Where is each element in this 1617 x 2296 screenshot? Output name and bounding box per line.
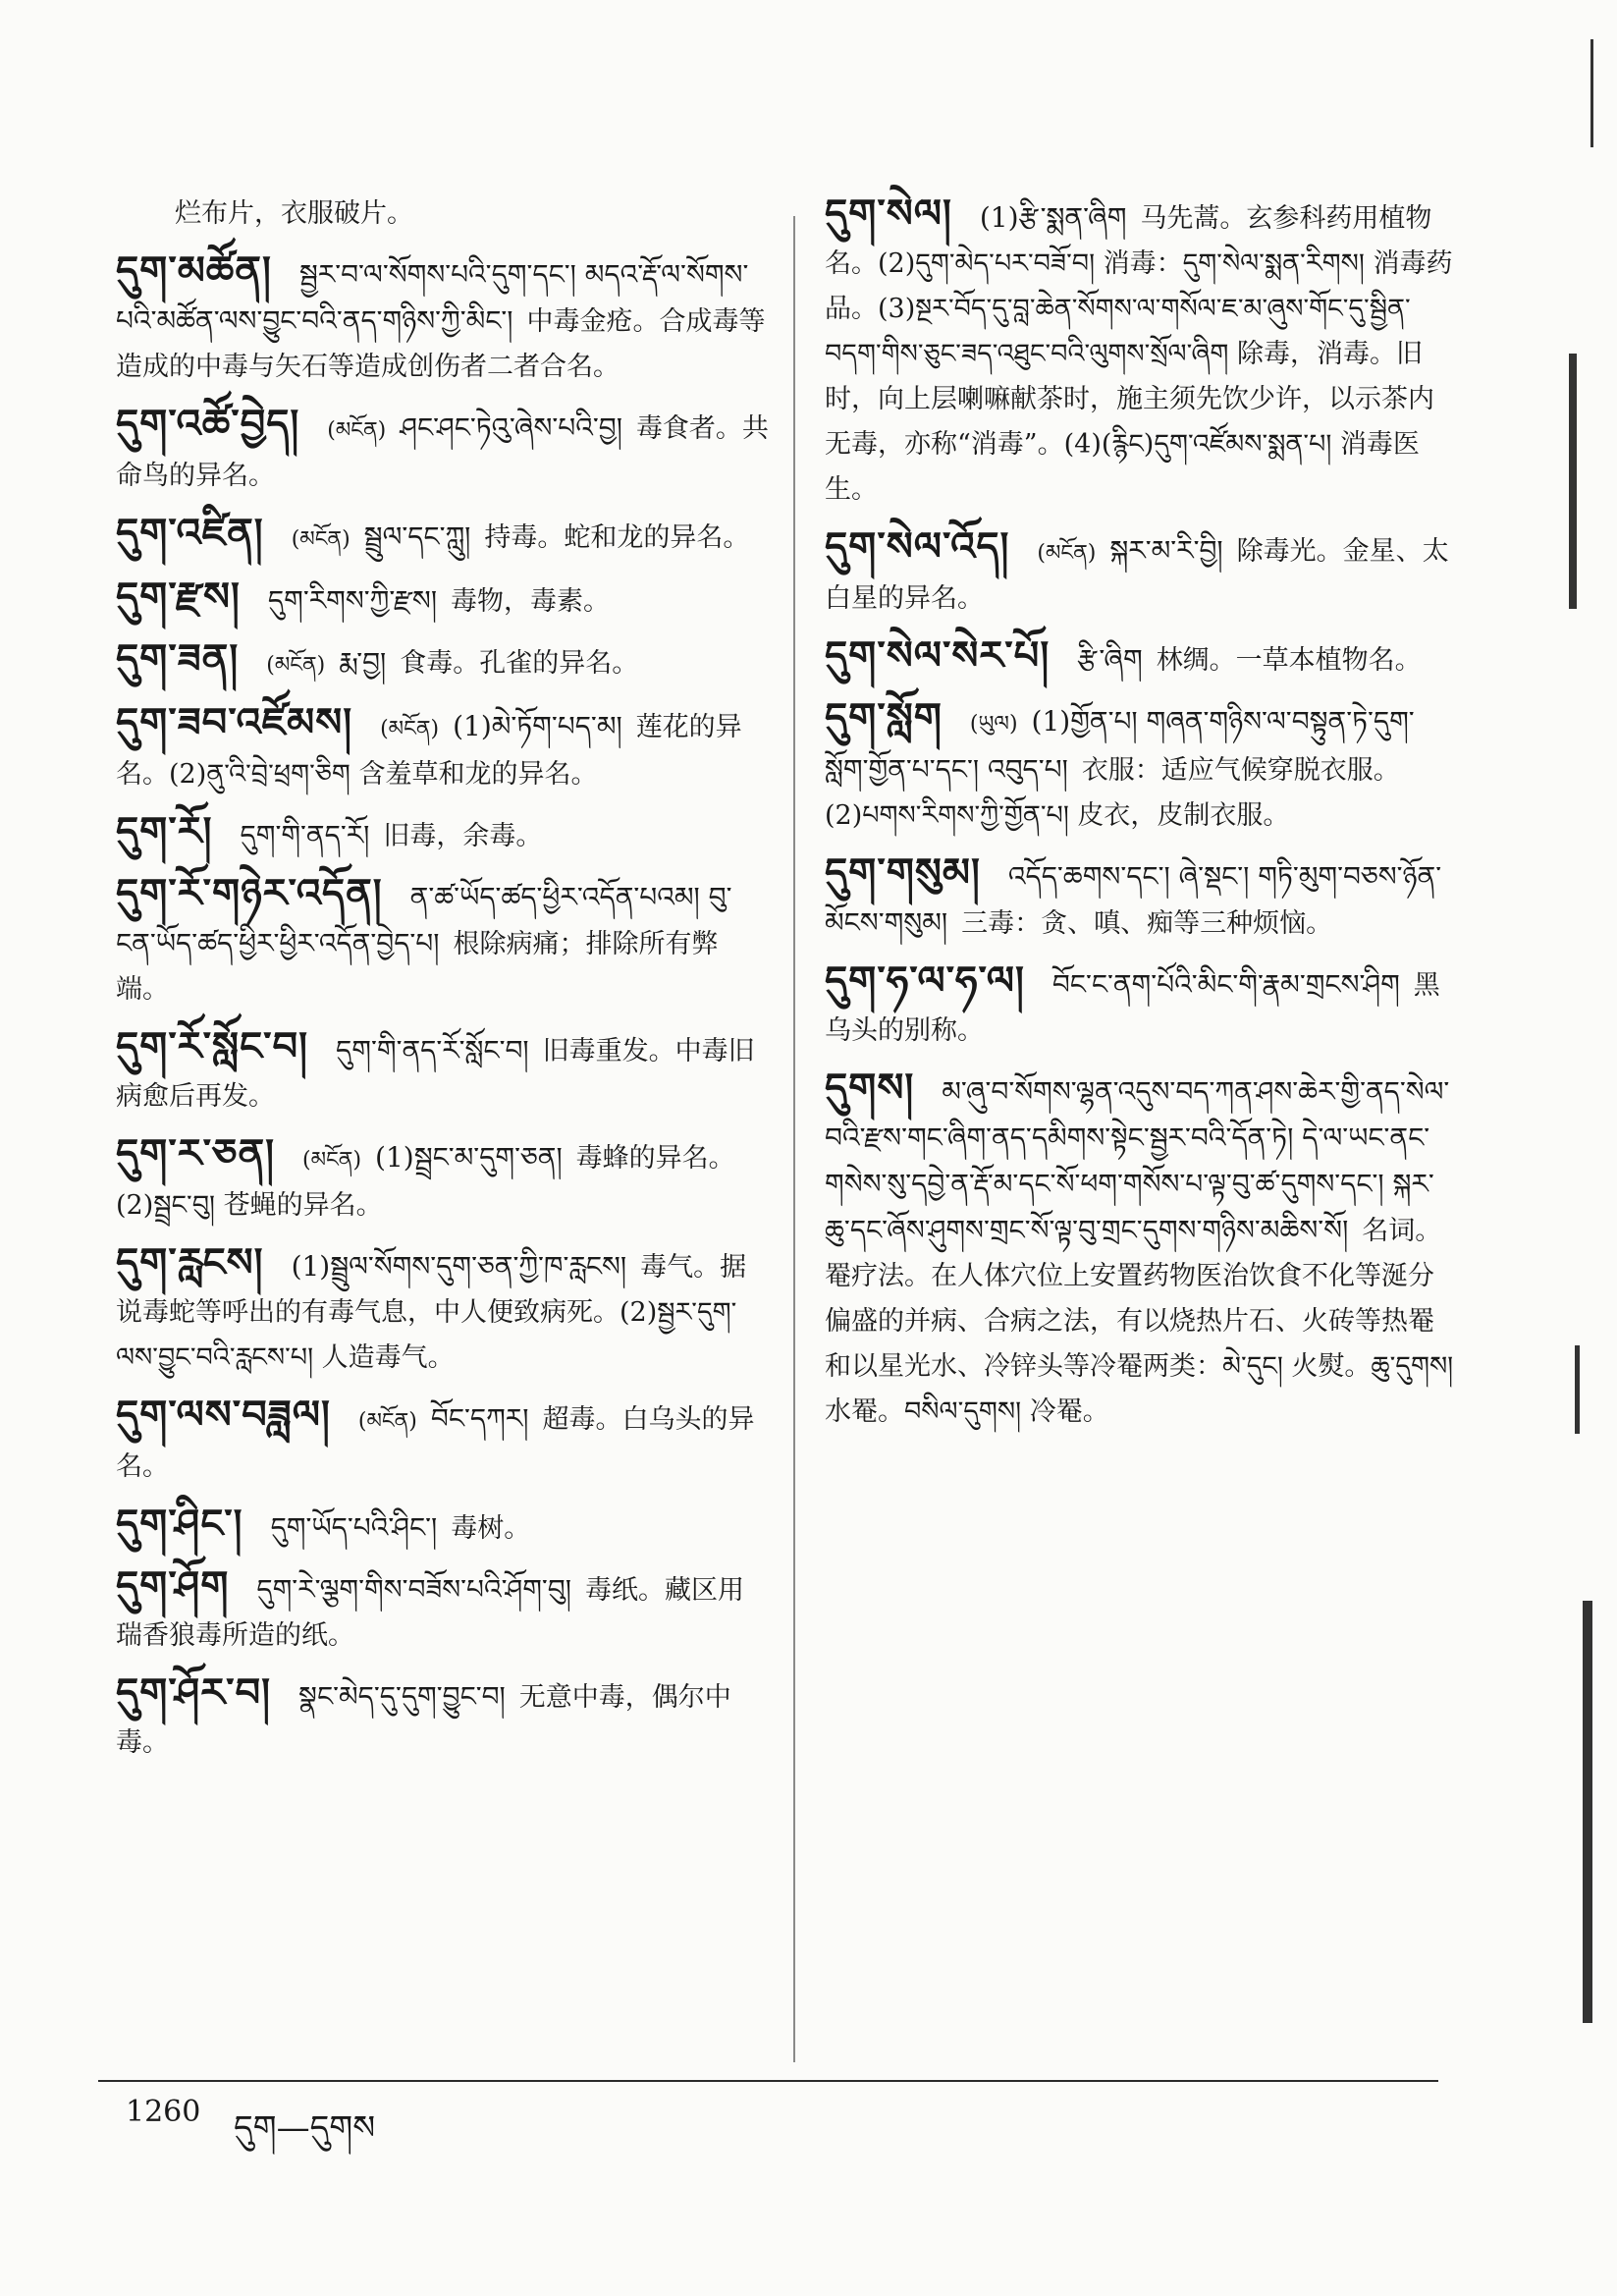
entry-tibetan-definition: (1)སྦྲང་མ་དུག་ཅན།: [375, 1141, 563, 1174]
entry-headword: དུག་ཤོག: [116, 1562, 230, 1609]
dictionary-entry: [825, 1066, 1458, 1435]
entry-chinese: 毒食者。共命鸟的异名。: [116, 413, 769, 491]
dictionary-entry: [116, 636, 769, 688]
entry-chinese: 持毒。蛇和龙的异名。: [484, 522, 750, 553]
entry-headword: དུག་རོ་སློང་བ།: [116, 1023, 309, 1069]
entry-tibetan-definition: སྣང་མེད་དུ་དུག་བྱུང་བ།: [298, 1680, 506, 1713]
dictionary-entry: [825, 850, 1458, 947]
entry-tibetan-definition: མ་ཞུ་བ་སོགས་ལྷན་འདུས་བད་ཀན་ཤས་ཆེར་གྱི་ནད་སེལ་བའི་རྫས་གང་ཞིག་ནད་དམིགས་སྟེང་སྦྱར་བའི་དོན་ཏེ། དེ་ལ་ཡང་ནང་གསེས་སུ་དབྱེ་ན་རྡོ་མ་དང་སོ་ཕག་གསོས་པ་ལྟ་བུ་ཚ་དུགས་དང་། སྐར་ཆུ་དང་ཞོས་ཤུགས་གྲང་སོ་ལྟ་བུ་གྲང་དུགས་གཉིས་མཆིས་སོ།: [825, 1075, 1450, 1246]
entry-headword: དུག་རོ།: [116, 808, 213, 854]
entry-tibetan-definition: སྐར་མ་རི་བྱི།: [1109, 534, 1223, 567]
entry-chinese: 林绸。一草本植物名。: [1156, 645, 1422, 676]
dictionary-entry: [116, 1393, 769, 1490]
entry-tibetan-definition: རྩི་ཞིག: [1077, 643, 1143, 676]
dictionary-entry: [825, 695, 1458, 839]
entry-tibetan-definition: (1)གྱོན་པ། གཞན་གཉིས་ལ་བསྟུན་ཏེ་དུག་སློག་གྱོན་པ་དང་། འབུད་པ།: [825, 705, 1415, 786]
entry-chinese: 马先蒿。玄参科药用植物名。(2)དུག་མེད་པར་བཟོ་བ། 消毒：དུག་སེལ་སྨན་རིགས། 消毒药品。(3)སྔར་བོད་དུ་བླ་ཆེན་སོགས་ལ་གསོལ་ཇ་མ་ཞུས་གོང་དུ་སྦྱིན་བདག་གིས་ཅུང་ཟད་འཐུང་བའི་ལུགས་སྲོལ་ཞིག 除毒，消毒。旧时，向上层喇嘛献茶时，施主须先饮少许，以示茶内无毒，亦称“消毒”。(4)(རྙིང)དུག་འཛོམས་སྨན་པ། 消毒医生。: [825, 203, 1453, 505]
entry-tibetan-definition: དུག་རེ་ལྕག་གིས་བཟོས་པའི་ཤོག་བུ།: [256, 1573, 571, 1606]
entry-tibetan-definition: སྦྲུལ་དང་ཀླུ།: [363, 520, 471, 553]
entry-chinese: 毒树。: [451, 1513, 531, 1544]
entry-grammar-tag: (མངོན): [380, 717, 440, 741]
entry-tibetan-definition: རྨ་བྱ།: [339, 646, 387, 679]
dictionary-entry: [825, 633, 1458, 683]
dictionary-entry: [825, 191, 1458, 513]
entry-chinese: 黑乌头的别称。: [825, 970, 1440, 1046]
entry-tibetan-definition: (1)མེ་ཏོག་པད་མ།: [453, 710, 622, 742]
entry-headword: དུག་ཧ་ལ་ཧ་ལ།: [825, 957, 1025, 1004]
dictionary-entry: [825, 524, 1458, 622]
entry-grammar-tag: (མངོན): [357, 1409, 417, 1434]
entry-headword: དུག་སློག: [825, 694, 943, 740]
dictionary-entry: [825, 958, 1458, 1054]
entry-headword: དུག་ཤོར་བ།: [116, 1669, 272, 1716]
entry-headword: དུག་མཚོན།: [116, 247, 272, 294]
entry-tibetan-definition: (1)སྦྲུལ་སོགས་དུག་ཅན་ཀྱི་ཁ་རླངས།: [291, 1250, 627, 1283]
dictionary-entry: [116, 248, 769, 390]
entry-tibetan-definition: ཤང་ཤང་ཏེའུ་ཞེས་པའི་བྱ།: [400, 411, 622, 444]
entry-tibetan-definition: འདོད་ཆགས་དང་། ཞེ་སྡང་། གཏི་མུག་བཅས་ཉོན་མོངས་གསུམ།: [825, 860, 1442, 939]
dictionary-entry: [116, 1240, 769, 1381]
entry-headword: དུག་ཟན།: [116, 635, 240, 682]
entry-headword: དུག་འཛིན།: [116, 510, 264, 556]
dictionary-entry: [116, 511, 769, 563]
dictionary-entry: [116, 1670, 769, 1766]
scan-edge-mark: [1569, 354, 1577, 609]
entry-tibetan-definition: དུག་རིགས་ཀྱི་རྫས།: [267, 584, 438, 617]
entry-tibetan-definition: ན་ཚ་ཡོད་ཚད་ཕྱིར་འདོན་པའམ། བུ་ངན་ཡོད་ཚད་ཕྱིར་ཕྱིར་འདོན་བྱེད་པ།: [116, 881, 732, 959]
entry-grammar-tag: (མངོན): [291, 527, 350, 552]
entry-tibetan-definition: དུག་གི་ནད་རོ།: [240, 819, 370, 851]
entry-grammar-tag: (མངོན): [266, 653, 326, 678]
entry-chinese: 超毒。白乌头的异名。: [116, 1404, 755, 1482]
column-divider: [793, 216, 795, 2062]
entry-chinese: 根除病痛；排除所有弊端。: [116, 929, 719, 1005]
dictionary-entry: [116, 1563, 769, 1659]
entry-headword: དུག་སེལ།: [825, 191, 952, 237]
dictionary-entry: [116, 871, 769, 1012]
dictionary-entry: [116, 809, 769, 859]
entry-tibetan-definition: (1)རྩི་སྨན་ཞིག: [979, 201, 1127, 234]
dictionary-entry: [116, 574, 769, 625]
page-number: 1260: [126, 2095, 201, 2129]
entry-headword: དུག་འཚོ་བྱེད།: [116, 401, 300, 447]
entry-grammar-tag: (ཡུལ): [969, 712, 1018, 737]
dictionary-entry: [116, 1131, 769, 1229]
entry-tibetan-definition: བོང་དཀར།: [430, 1402, 529, 1435]
entry-chinese: 毒气。据说毒蛇等呼出的有毒气息，中人便致病死。(2)སྦྱར་དུག་ལས་བྱུང་བའི་རླངས་པ། 人造毒气。: [116, 1252, 747, 1373]
dictionary-entry: [116, 402, 769, 499]
dictionary-entry: [116, 1024, 769, 1120]
entry-chinese: 烂布片，衣服破片。: [175, 198, 413, 229]
entry-chinese: 旧毒，余毒。: [383, 821, 543, 851]
entry-headword: དུག་རོ་གཉེར་འདོན།: [116, 870, 383, 916]
scan-edge-mark: [1583, 1601, 1592, 2023]
entry-headword: དུག་སེལ་འོད།: [825, 523, 1010, 570]
entry-chinese: 中毒金疮。合成毒等造成的中毒与矢石等造成创伤者二者合名。: [116, 306, 766, 382]
entry-chinese: 三毒：贪、嗔、痴等三种烦恼。: [961, 908, 1333, 939]
entry-headword: དུག་གསུམ།: [825, 849, 981, 896]
entry-headword: དུག་ཟབ་འཛོམས།: [116, 699, 353, 745]
dictionary-entry: [116, 191, 769, 237]
entry-headword: དུག་རླངས།: [116, 1239, 264, 1285]
entry-chinese: 衣服：适应气候穿脱衣服。(2)པགས་རིགས་ཀྱི་གྱོན་པ། 皮衣，皮制衣服。: [825, 755, 1400, 831]
entry-tibetan-definition: སྦྱར་བ་ལ་སོགས་པའི་དུག་དང་། མདའ་རྡོ་ལ་སོགས་པའི་མཚོན་ལས་བྱུང་བའི་ནད་གཉིས་ཀྱི་མིང་།: [116, 258, 749, 337]
dictionary-entry: [116, 700, 769, 797]
left-column: [116, 191, 769, 1777]
running-head: དུག—དུགས: [234, 2108, 376, 2148]
footer-rule: [98, 2080, 1438, 2082]
entry-grammar-tag: (མངོན): [1037, 541, 1097, 566]
entry-headword: དུགས།: [825, 1065, 915, 1111]
right-column: [825, 191, 1458, 1447]
entry-chinese: 莲花的异名。(2)ནུ་འི་བྲེ་ཕྲག་ཅིག 含羞草和龙的异名。: [116, 712, 742, 790]
scan-edge-mark: [1575, 1345, 1580, 1434]
entry-chinese: 毒纸。藏区用瑞香狼毒所造的纸。: [116, 1575, 744, 1651]
entry-tibetan-definition: དུག་གི་ནད་རོ་སློང་བ།: [336, 1034, 529, 1066]
entry-chinese: 旧毒重发。中毒旧病愈后再发。: [116, 1036, 755, 1112]
entry-chinese: 食毒。孔雀的异名。: [400, 648, 639, 679]
entry-chinese: 无意中毒，偶尔中毒。: [116, 1682, 731, 1758]
entry-headword: དུག་སེལ་སེར་པོ།: [825, 632, 1051, 679]
entry-grammar-tag: (མངོན): [302, 1148, 362, 1173]
entry-headword: དུག་ཤིང་།: [116, 1501, 243, 1547]
dictionary-entry: [116, 1502, 769, 1552]
entry-headword: དུག་ལས་བཟླལ།: [116, 1392, 331, 1438]
entry-headword: དུག་རྫས།: [116, 574, 241, 620]
entry-headword: དུག་ར་ཅན།: [116, 1130, 276, 1176]
entry-chinese: 毒蜂的异名。(2)སྦྲང་བུ། 苍蝇的异名。: [116, 1143, 735, 1221]
entry-tibetan-definition: དུག་ཡོད་པའི་ཤིང་།: [270, 1511, 438, 1544]
scan-edge-mark: [1590, 39, 1593, 147]
entry-chinese: 除毒光。金星、太白星的异名。: [825, 536, 1449, 614]
entry-chinese: 名词。罨疗法。在人体穴位上安置药物医治饮食不化等涎分偏盛的并病、合病之法，有以烧热片石、火砖等热罨和以星光水、冷锌头等冷罨两类：མེ་དུང། 火熨。ཆུ་དུགས། 水罨。བསིལ་དུགས། 冷罨。: [825, 1216, 1454, 1427]
entry-tibetan-definition: བོང་ང་ནག་པོའི་མིང་གི་རྣམ་གྲངས་ཤིག: [1051, 968, 1400, 1001]
entry-grammar-tag: (མངོན): [327, 418, 387, 443]
entry-chinese: 毒物，毒素。: [451, 586, 611, 617]
